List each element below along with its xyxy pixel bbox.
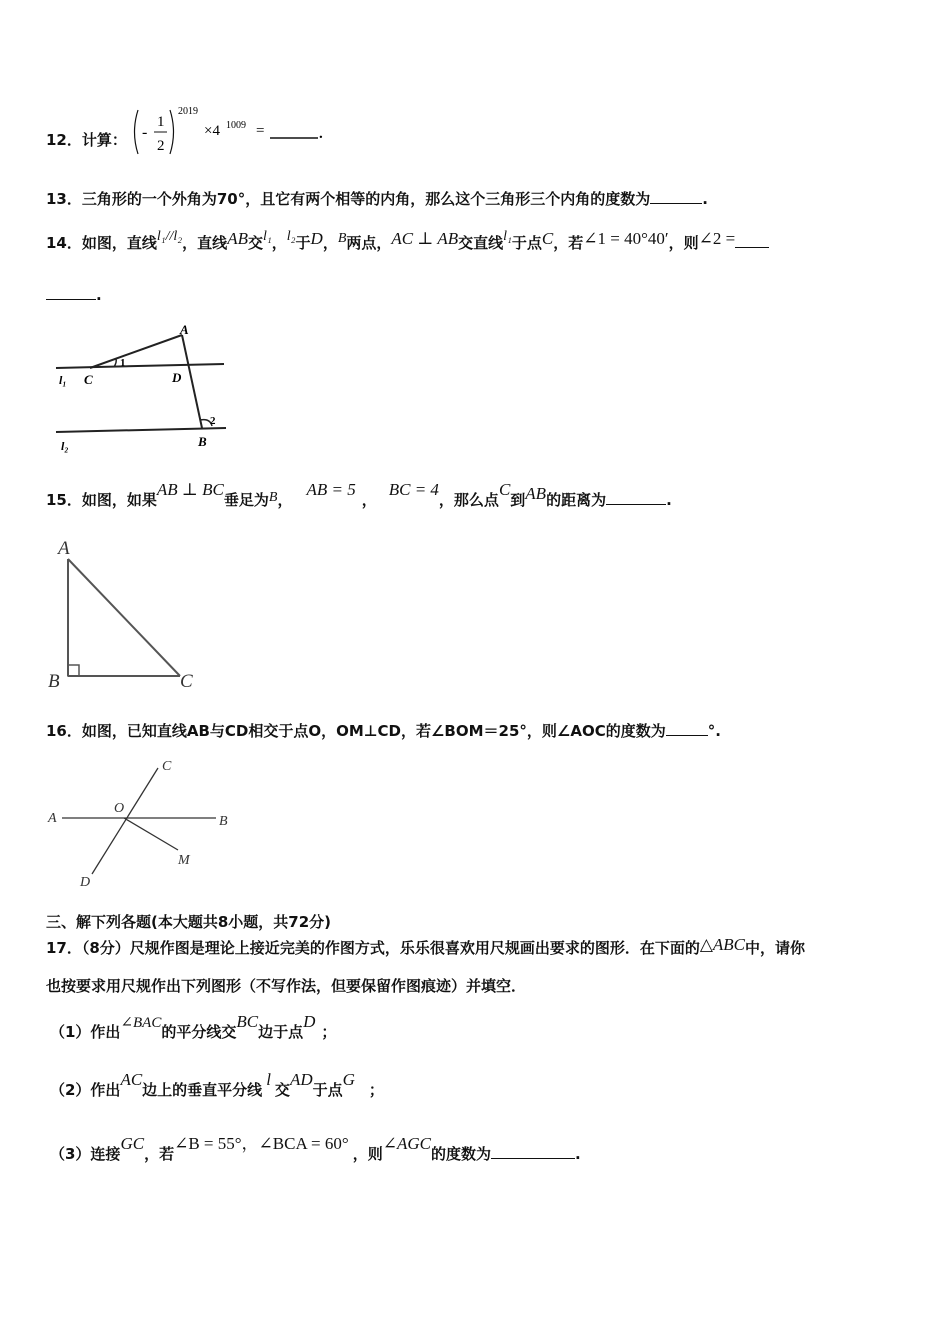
q15-math-AB5: AB = 5 (306, 480, 356, 499)
q13 (46, 188, 708, 209)
q17-line2: 也按要求用尺规作出下列图形（不写作法，但要保留作图痕迹）并填空． (46, 977, 527, 995)
q12-expression (130, 106, 330, 158)
q14-t3: ， (271, 234, 287, 252)
q17-p2-math-AC: AC (120, 1070, 143, 1089)
fig16-label-B: B (219, 814, 228, 829)
q12-exp1: 2019 (178, 106, 198, 117)
q17-p3-a: （3）连接 (50, 1145, 121, 1163)
q14-math-C: C (541, 229, 554, 248)
q14-num: 14．如图，直线 (46, 234, 157, 252)
q14-math-l1b: l₁ (503, 229, 512, 244)
q14-t6: 两点， (346, 234, 392, 252)
q17-p1-math-D: D (303, 1012, 316, 1031)
q17-p2-math-G: G (342, 1070, 355, 1089)
q17-p1-math-angle: ∠BAC (120, 1015, 162, 1031)
q14-t1: ，直线 (182, 234, 228, 252)
q17-p3-c: ，则 (352, 1145, 383, 1163)
q15-math-perp: AB ⊥ BC (156, 480, 224, 499)
fig16-label-M: M (178, 853, 190, 868)
q15 (46, 480, 672, 510)
q17-line1 (46, 937, 805, 958)
q14 (46, 229, 769, 253)
fig14-segment-CA (90, 335, 182, 368)
q17-p2-e: ； (368, 1081, 384, 1099)
section-3-heading: 三、解下列各题(本大题共8小题，共72分) (46, 913, 332, 931)
fig16-line-CD (92, 768, 158, 874)
q17-p2-b: 边上的垂直平分线 (142, 1081, 263, 1099)
q17-p2-a: （2）作出 (50, 1081, 121, 1099)
q14-t4: 于 (295, 234, 311, 252)
q17-p2-math-AD: AD (289, 1070, 313, 1089)
fig16-label-A: A (48, 811, 57, 826)
q16-answer-blank (666, 721, 708, 736)
fig16-label-O: O (114, 801, 125, 816)
q16-end: °. (707, 722, 721, 740)
q14-t10: ，则 (668, 234, 699, 252)
q17-p3-end: . (574, 1145, 581, 1163)
q12-num: 12． (46, 131, 82, 149)
fig14-label-C: C (84, 372, 93, 387)
fig14-label-1: 1 (120, 357, 126, 369)
q15-t5: 到 (510, 491, 526, 509)
figure-14 (50, 322, 240, 457)
q14-math-angle1: ∠1 = 40°40′ (583, 229, 669, 248)
q14-math-B: B (337, 231, 347, 246)
q14-math-l1: l₁ (262, 229, 272, 244)
q15-t6: 的距离为 (546, 491, 607, 509)
q17-line1-text: 17．（8分）尺规作图是理论上接近完美的作图方式，乐乐很喜欢用尺规画出要求的图形．在下面的 (46, 939, 700, 957)
fig15-label-B: B (48, 671, 60, 692)
q12-end: . (319, 126, 323, 142)
q17-p1-c: 边于点 (258, 1023, 304, 1041)
fig15-label-A: A (58, 538, 70, 559)
fig14-line-l2 (56, 428, 226, 432)
q14-math-l2: l₂ (286, 229, 296, 244)
q17-p3-b: ，若 (144, 1145, 175, 1163)
fig15-side-AC (68, 559, 180, 676)
q12-frac-den: 2 (157, 138, 165, 154)
q17-p3-math-AGC: ∠AGC (382, 1134, 431, 1153)
figure-15 (44, 535, 204, 695)
fig16-label-D: D (80, 875, 91, 890)
q14-math-D: D (310, 229, 323, 248)
q17-p3-answer-blank (491, 1144, 575, 1159)
q15-num: 15．如图，如果 (46, 491, 157, 509)
q12-label: 计算： (81, 131, 127, 149)
q17-p2-d: 于点 (312, 1081, 343, 1099)
q17-math-triangle: △ABC (699, 935, 746, 954)
q15-end: . (666, 491, 672, 509)
q12-exp2: 1009 (226, 120, 246, 131)
q15-math-BC4: BC = 4 (388, 480, 439, 499)
q17-p1-a: （1）作出 (50, 1023, 121, 1041)
fig14-label-D: D (172, 370, 182, 385)
q15-math-B: B (268, 490, 278, 505)
q14-t5: ， (322, 234, 338, 252)
q17-p1-b: 的平分线交 (161, 1023, 237, 1041)
q16 (46, 720, 721, 741)
q17-part3 (50, 1134, 581, 1164)
q14-cont (46, 285, 102, 304)
q15-t3: ， (361, 491, 377, 509)
fig14-label-A: A (180, 322, 189, 337)
figure-16 (44, 752, 244, 892)
q17-p3-math-angles: ∠B = 55°，∠BCA = 60° (174, 1134, 349, 1153)
q14-math-AB: AB (227, 229, 248, 248)
fig16-ray-OM (124, 818, 178, 850)
fig14-label-l2: l₂ (61, 439, 69, 453)
q16-text: 16．如图，已知直线AB与CD相交于点O，OM⊥CD，若∠BOM＝25°，则∠AOC的度数为 (46, 722, 666, 740)
q14-t8: 于点 (511, 234, 542, 252)
q15-answer-blank (606, 490, 666, 505)
q17-p3-math-GC: GC (120, 1134, 145, 1153)
fig14-label-B: B (198, 434, 207, 449)
q13-answer-blank (650, 189, 702, 204)
q17-part2 (50, 1070, 384, 1100)
q12-eq: = (256, 123, 265, 139)
q12-frac-num: 1 (157, 114, 165, 130)
q14-math-l1l2: l₁//l₂ (156, 229, 183, 244)
q12-times: ×4 (204, 123, 220, 139)
q14-t9: ，若 (553, 234, 584, 252)
q12-number (46, 129, 127, 150)
q14-math-angle2: ∠2 = (698, 229, 736, 248)
fig14-label-2: 2 (210, 415, 216, 427)
fig14-line-l1 (56, 364, 224, 368)
q13-text: 13．三角形的一个外角为70°，且它有两个相等的内角，那么这个三角形三个内角的度数为 (46, 190, 651, 208)
q15-t1: 垂足为 (223, 491, 269, 509)
q17-p3-d: 的度数为 (430, 1145, 491, 1163)
fig15-right-angle-mark (68, 665, 79, 676)
q13-end: . (702, 190, 708, 208)
fig16-label-C: C (162, 759, 172, 774)
q14-t7: 交直线 (458, 234, 504, 252)
q15-t4: ，那么点 (438, 491, 499, 509)
q14-math-perp: AC ⊥ AB (391, 229, 459, 248)
q14-answer-blank-2 (46, 285, 96, 300)
fig14-segment-AB (182, 335, 202, 428)
q15-math-C: C (498, 480, 511, 499)
q17-p1-d: ； (321, 1023, 337, 1041)
q14-end: . (96, 286, 102, 304)
q17-p2-math-l: l (266, 1070, 271, 1089)
q15-math-AB: AB (525, 484, 547, 503)
q17-p2-c: 交 (274, 1081, 290, 1099)
q14-answer-blank-1 (735, 233, 769, 248)
q17-part1 (50, 1012, 337, 1042)
fig15-label-C: C (180, 671, 193, 692)
fig14-label-l1: l₁ (59, 373, 67, 387)
q17-p1-math-BC: BC (236, 1012, 259, 1031)
q12-minus: - (142, 124, 148, 141)
q17-line1-end: 中，请你 (745, 939, 806, 957)
q14-t2: 交 (247, 234, 263, 252)
q15-t2: ， (277, 491, 293, 509)
